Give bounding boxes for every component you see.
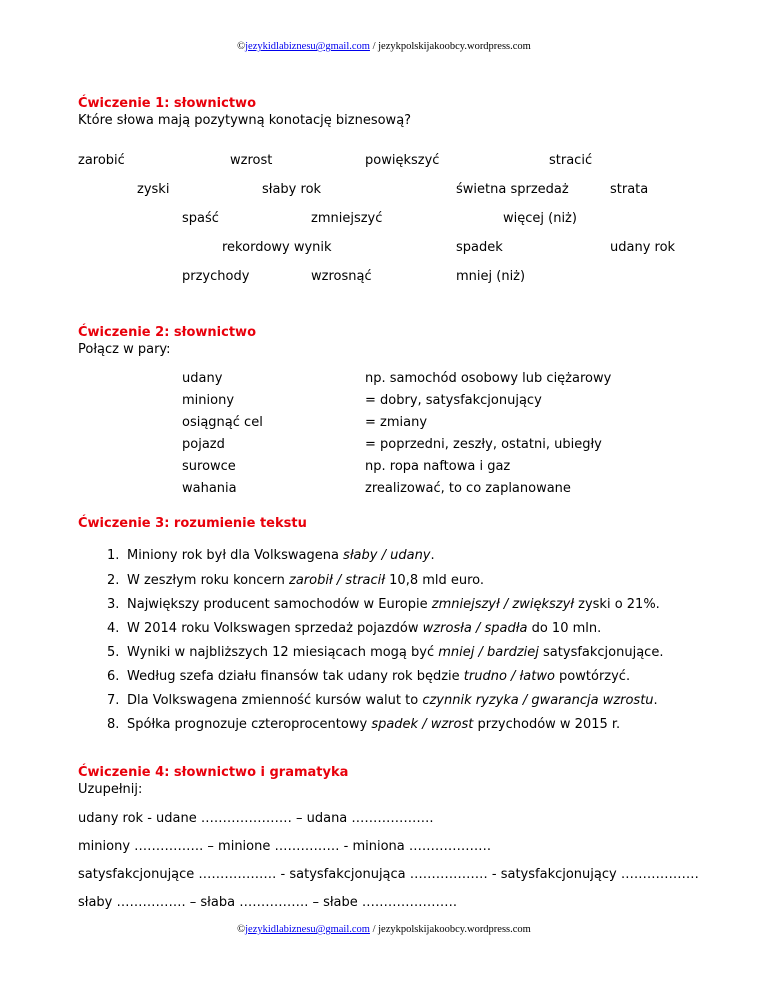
word: mniej (niż) — [456, 269, 526, 284]
word: więcej (niż) — [503, 211, 577, 226]
pair-right: = zmiany — [365, 415, 428, 430]
pair-right: = poprzedni, zeszły, ostatni, ubiegły — [365, 437, 602, 452]
word: zyski — [137, 182, 170, 197]
ex1-instruction: Które słowa mają pozytywną konotację biznesową? — [78, 113, 412, 128]
pair-right: zrealizować, to co zaplanowane — [365, 481, 571, 496]
answer-options: słaby / udany — [343, 548, 431, 563]
ex1-title: Ćwiczenie 1: słownictwo — [78, 96, 256, 111]
word: przychody — [182, 269, 250, 284]
answer-options: mniej / bardziej — [438, 645, 539, 660]
answer-options: spadek / wzrost — [371, 717, 474, 732]
fill-line: satysfakcjonujące ……………… - satysfakcjonująca ……………… - satysfakcjonujący ……………… — [78, 867, 699, 882]
pair-left: wahania — [182, 481, 237, 496]
list-item: 7. Dla Volkswagena zmienność kursów walut to czynnik ryzyka / gwarancja wzrostu. — [107, 693, 658, 708]
pair-right: np. samochód osobowy lub ciężarowy — [365, 371, 612, 386]
ex2-instruction: Połącz w pary: — [78, 342, 171, 357]
ex4-instruction: Uzupełnij: — [78, 782, 143, 797]
pair-left: surowce — [182, 459, 236, 474]
copyright-symbol: © — [237, 924, 246, 935]
pair-left: udany — [182, 371, 223, 386]
pair-left: osiągnąć cel — [182, 415, 263, 430]
fill-line: słaby ……………. – słaba ……………. – słabe …………………. — [78, 895, 458, 910]
pair-right: np. ropa naftowa i gaz — [365, 459, 511, 474]
list-item: 4. W 2014 roku Volkswagen sprzedaż pojazdów wzrosła / spadła do 10 mln. — [107, 621, 602, 636]
site-link[interactable]: jezykpolskijakoobcy.wordpress.com — [378, 41, 531, 52]
word: zmniejszyć — [311, 211, 383, 226]
word: udany rok — [610, 240, 676, 255]
word: świetna sprzedaż — [456, 182, 569, 197]
list-item: 2. W zeszłym roku koncern zarobił / stracił 10,8 mld euro. — [107, 573, 485, 588]
pair-left: miniony — [182, 393, 235, 408]
word: powiększyć — [365, 153, 440, 168]
answer-options: czynnik ryzyka / gwarancja wzrostu — [422, 693, 654, 708]
page-header: ©jezykidlabiznesu@gmail.com / jezykpolskijakoobcy.wordpress.com — [237, 41, 531, 52]
word: wzrost — [230, 153, 273, 168]
ex4-title: Ćwiczenie 4: słownictwo i gramatyka — [78, 765, 349, 780]
answer-options: wzrosła / spadła — [422, 621, 528, 636]
list-item: 6. Według szefa działu finansów tak udany rok będzie trudno / łatwo powtórzyć. — [107, 669, 631, 684]
list-item: 5. Wyniki w najbliższych 12 miesiącach mogą być mniej / bardziej satysfakcjonujące. — [107, 645, 664, 660]
word: stracić — [549, 153, 593, 168]
copyright-symbol: © — [237, 41, 246, 52]
answer-options: zmniejszył / zwiększył — [431, 597, 574, 612]
email-link[interactable]: jezykidlabiznesu@gmail.com — [245, 924, 370, 935]
ex2-title: Ćwiczenie 2: słownictwo — [78, 325, 256, 340]
email-link[interactable]: jezykidlabiznesu@gmail.com — [245, 41, 370, 52]
answer-options: zarobił / stracił — [289, 573, 386, 588]
word: spadek — [456, 240, 503, 255]
site-link[interactable]: jezykpolskijakoobcy.wordpress.com — [378, 924, 531, 935]
word: słaby rok — [262, 182, 322, 197]
word: wzrosnąć — [311, 269, 372, 284]
pair-right: = dobry, satysfakcjonujący — [365, 393, 542, 408]
word: zarobić — [78, 153, 125, 168]
fill-line: miniony ……………. – minione …………… - miniona ………………. — [78, 839, 491, 854]
ex3-title: Ćwiczenie 3: rozumienie tekstu — [78, 516, 307, 531]
list-item: 1. Miniony rok był dla Volkswagena słaby / udany. — [107, 548, 435, 563]
word: rekordowy wynik — [222, 240, 332, 255]
word: strata — [610, 182, 649, 197]
page-footer: ©jezykidlabiznesu@gmail.com / jezykpolskijakoobcy.wordpress.com — [237, 924, 531, 935]
pair-left: pojazd — [182, 437, 225, 452]
list-item: 3. Największy producent samochodów w Europie zmniejszył / zwiększył zyski o 21%. — [107, 597, 660, 612]
answer-options: trudno / łatwo — [463, 669, 555, 684]
fill-line: udany rok - udane ………………… – udana ………………. — [78, 811, 434, 826]
word: spaść — [182, 211, 219, 226]
list-item: 8. Spółka prognozuje czteroprocentowy spadek / wzrost przychodów w 2015 r. — [107, 717, 621, 732]
